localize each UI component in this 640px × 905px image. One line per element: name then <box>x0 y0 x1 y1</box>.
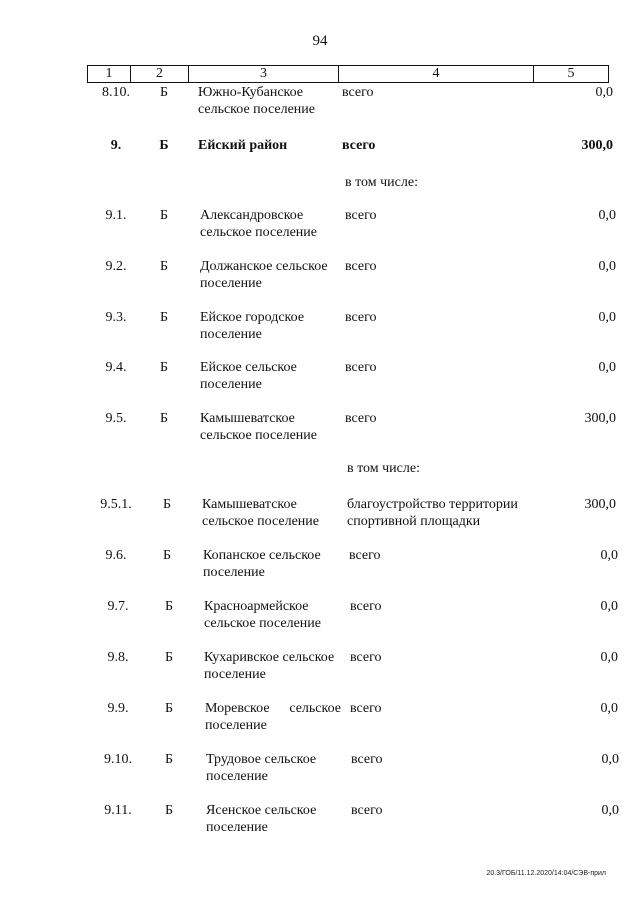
row-type: всего <box>342 138 376 153</box>
subheading: в том числе: <box>345 175 418 190</box>
table-row <box>0 207 640 247</box>
row-name: Копанское сельское поселение <box>203 548 321 580</box>
row-category: Б <box>159 360 169 375</box>
row-category: Б <box>159 310 169 325</box>
row-value: 0,0 <box>598 310 616 325</box>
header-col-4: 4 <box>339 66 534 82</box>
row-name: Кухаривское сельское поселение <box>204 650 335 682</box>
row-number: 9.10. <box>104 752 132 767</box>
row-category: Б <box>159 208 169 223</box>
row-value: 300,0 <box>584 497 616 512</box>
row-number: 9.6. <box>105 548 127 563</box>
row-category: Б <box>164 650 174 665</box>
row-name: Моревское сельское поселение <box>205 701 341 733</box>
row-category: Б <box>164 599 174 614</box>
row-number: 9.8. <box>107 650 129 665</box>
row-name: Ейский район <box>198 138 288 153</box>
row-name: Красноармейское сельское поселение <box>204 599 321 631</box>
row-type: всего <box>345 360 377 375</box>
table-row <box>0 547 640 587</box>
row-value: 0,0 <box>600 650 618 665</box>
header-col-1: 1 <box>88 66 131 82</box>
row-type: всего <box>345 208 377 223</box>
row-value: 300,0 <box>581 138 613 153</box>
table-row <box>0 751 640 791</box>
row-value: 0,0 <box>595 85 613 100</box>
header-col-5: 5 <box>567 66 575 81</box>
row-value: 0,0 <box>601 803 619 818</box>
document-code: 20.3/ГОБ/11.12.2020/14:04/СЭВ-прил <box>486 870 606 877</box>
row-number: 9.4. <box>105 360 127 375</box>
table-row <box>0 84 640 124</box>
row-category: Б <box>159 411 169 426</box>
table-row <box>0 802 640 842</box>
table-row <box>0 309 640 349</box>
row-value: 0,0 <box>600 701 618 716</box>
row-name: Ясенское сельское поселение <box>206 803 317 835</box>
row-number: 9.5. <box>105 411 127 426</box>
row-type: всего <box>349 548 381 563</box>
table-row <box>0 496 640 536</box>
row-number: 9.7. <box>107 599 129 614</box>
row-value: 0,0 <box>600 548 618 563</box>
row-name: Южно-Кубанское сельское поселение <box>198 85 315 117</box>
row-type: всего <box>351 803 383 818</box>
header-col-2: 2 <box>131 66 189 82</box>
row-type: всего <box>342 85 374 100</box>
row-type: благоустройство территории спортивной площадки <box>347 497 518 529</box>
table-header <box>87 65 609 83</box>
row-value: 0,0 <box>598 259 616 274</box>
row-type: всего <box>350 599 382 614</box>
header-col-3: 3 <box>189 66 339 82</box>
table-row <box>0 649 640 689</box>
row-number: 9. <box>110 138 122 153</box>
row-category: Б <box>164 701 174 716</box>
row-number: 9.9. <box>107 701 129 716</box>
row-number: 9.1. <box>105 208 127 223</box>
row-category: Б <box>162 548 172 563</box>
row-type: всего <box>351 752 383 767</box>
row-name: Должанское сельское поселение <box>200 259 328 291</box>
row-name: Александровское сельское поселение <box>200 208 317 240</box>
row-type: всего <box>345 310 377 325</box>
row-category: Б <box>159 85 169 100</box>
subheading: в том числе: <box>347 461 420 476</box>
row-value: 0,0 <box>601 752 619 767</box>
row-category: Б <box>159 259 169 274</box>
row-type: всего <box>350 650 382 665</box>
row-category: Б <box>164 752 174 767</box>
row-type: всего <box>345 411 377 426</box>
table-row <box>0 258 640 298</box>
table-row <box>0 598 640 638</box>
row-name: Ейское сельское поселение <box>200 360 297 392</box>
row-number: 9.3. <box>105 310 127 325</box>
row-number: 9.5.1. <box>100 497 132 512</box>
table-row <box>0 410 640 450</box>
row-type: всего <box>345 259 377 274</box>
row-value: 0,0 <box>598 360 616 375</box>
row-number: 9.2. <box>105 259 127 274</box>
table-row <box>0 137 640 177</box>
row-name: Камышеватское сельское поселение <box>202 497 319 529</box>
row-category: Б <box>162 497 172 512</box>
row-category: Б <box>159 138 169 153</box>
row-type: всего <box>350 701 382 716</box>
row-number: 9.11. <box>104 803 132 818</box>
page-number: 94 <box>312 33 328 49</box>
table-row <box>0 700 640 740</box>
row-name: Трудовое сельское поселение <box>206 752 317 784</box>
row-number: 8.10. <box>102 85 130 100</box>
table-row <box>0 359 640 399</box>
row-name: Ейское городское поселение <box>200 310 305 342</box>
row-value: 300,0 <box>584 411 616 426</box>
row-name: Камышеватское сельское поселение <box>200 411 317 443</box>
row-value: 0,0 <box>600 599 618 614</box>
row-value: 0,0 <box>598 208 616 223</box>
row-category: Б <box>164 803 174 818</box>
